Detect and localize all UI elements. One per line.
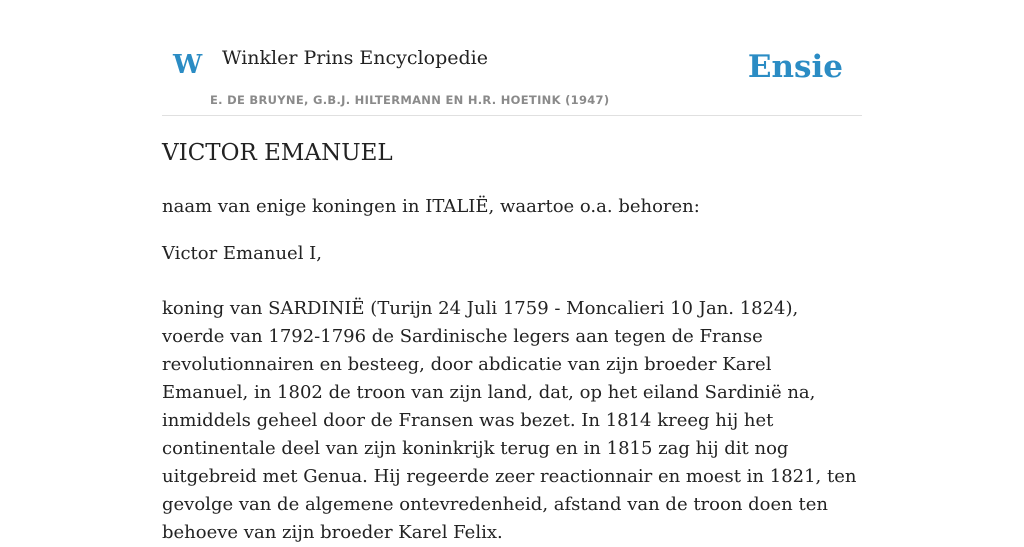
entry-title: VICTOR EMANUEL: [162, 140, 393, 166]
publication-authors: E. DE BRUYNE, G.B.J. HILTERMANN EN H.R. HOETINK (1947): [210, 93, 610, 107]
entry-subhead: Victor Emanuel I,: [162, 243, 323, 264]
publication-header: [162, 0, 862, 116]
entry-body: koning van SARDINIË (Turijn 24 Juli 1759 - Moncalieri 10 Jan. 1824), voerde van 1792-1796 de Sardinische legers aan tegen de Franse revolutionnairen en besteeg, door abdicatie van zijn broeder Karel Emanuel, in 1802 de troon van zijn land, dat, op het eiland Sardinië na, inmiddels geheel door de Fransen was bezet. In 1814 kreeg hij het continentale deel van zijn koninkrijk terug en in 1815 zag hij dit nog uitgebreid met Genua. Hij regeerde zeer reactionnair en moest in 1821, ten gevolge van de algemene ontevredenheid, afstand van de troon doen ten behoeve van zijn broeder Karel Felix.: [162, 298, 857, 543]
winkler-prins-logo-icon[interactable]: W: [173, 50, 203, 80]
publication-title[interactable]: Winkler Prins Encyclopedie: [222, 47, 488, 69]
ensie-brand-logo[interactable]: Ensie: [747, 49, 843, 85]
article-page: [162, 0, 862, 543]
entry-intro: naam van enige koningen in ITALIË, waartoe o.a. behoren:: [162, 196, 700, 217]
